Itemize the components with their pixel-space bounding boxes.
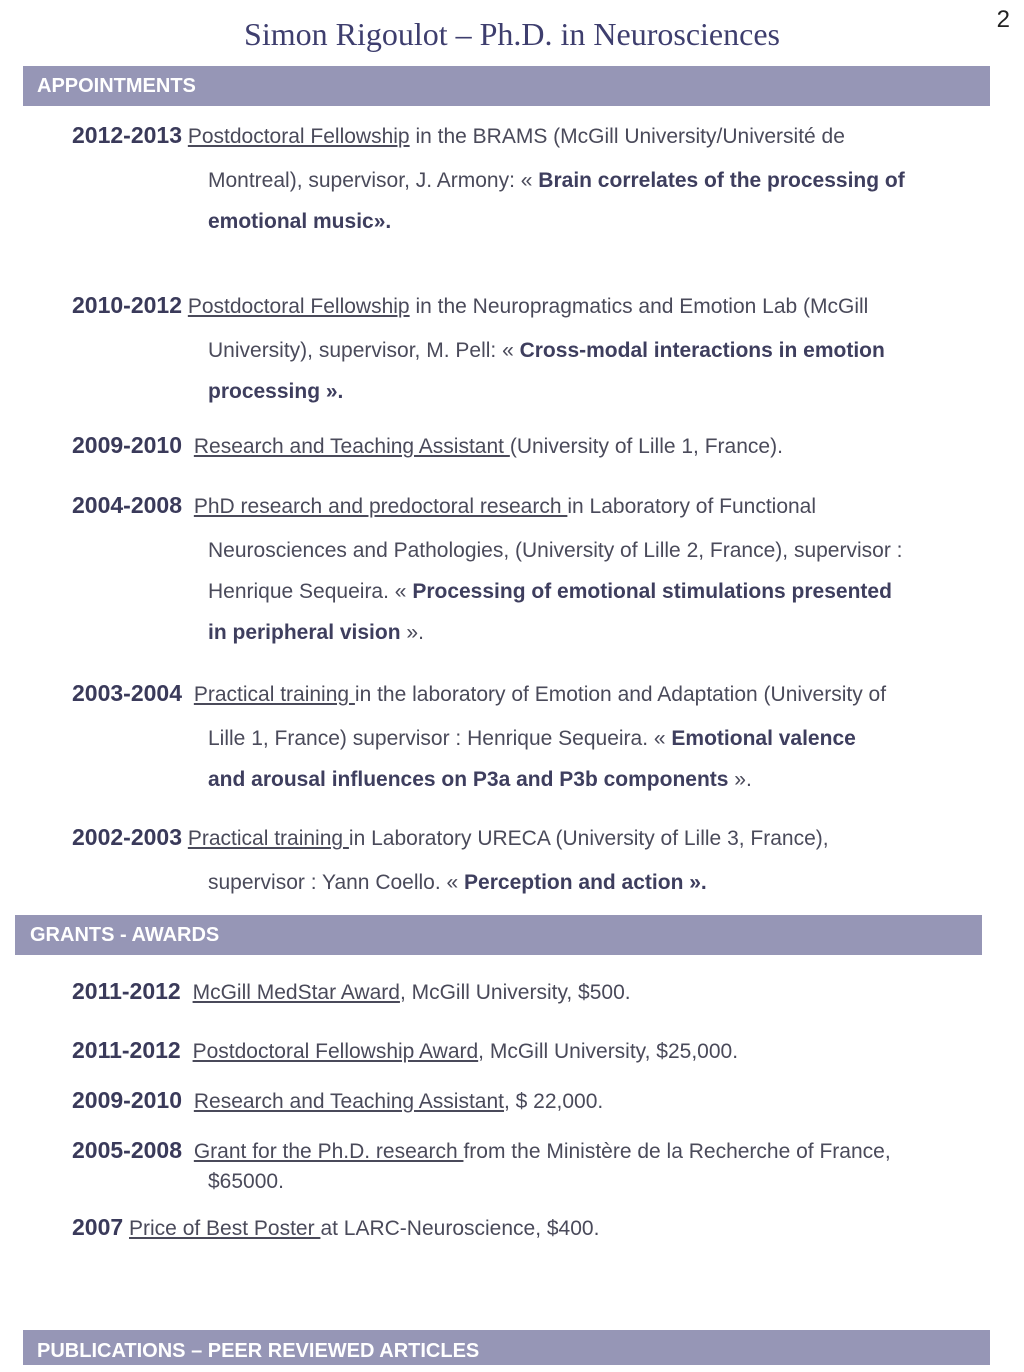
entry-year: 2004-2008	[72, 492, 182, 518]
entry-topic: Brain correlates of the processing of	[538, 169, 905, 192]
entry-title: Practical training	[187, 827, 349, 850]
entry-year: 2011-2012	[72, 978, 181, 1004]
entry-topic: processing ».	[208, 380, 344, 403]
entry-title: Practical training	[193, 683, 355, 706]
entry-text: Neurosciences and Pathologies, (University of Lille 2, France), supervisor :	[208, 539, 903, 562]
section-header-appointments: APPOINTMENTS	[23, 66, 990, 106]
page-number: 2	[996, 6, 1010, 33]
entry-text: ».	[400, 621, 424, 644]
entry-text: ».	[728, 768, 752, 791]
entry-text: University), supervisor, M. Pell: «	[208, 339, 520, 362]
entry-topic: Perception and action ».	[464, 871, 707, 894]
entry-year: 2009-2010	[72, 432, 182, 458]
entry-text: Lille 1, France) supervisor : Henrique Sequeira. «	[208, 727, 672, 750]
entry-year: 2002-2003	[72, 824, 182, 850]
entry-text: , $ 22,000.	[503, 1090, 604, 1113]
entry-text: $65000.	[208, 1170, 284, 1193]
page-title: Simon Rigoulot – Ph.D. in Neurosciences	[244, 16, 780, 52]
entry-topic: Processing of emotional stimulations presented	[412, 580, 892, 603]
entry-text: , McGill University, $500.	[399, 981, 631, 1004]
entry-title: Grant for the Ph.D. research	[193, 1140, 464, 1163]
entry-text: in Laboratory URECA (University of Lille 3, France),	[348, 827, 829, 850]
entry-year: 2011-2012	[72, 1037, 181, 1063]
entry-text: Montreal), supervisor, J. Armony: «	[208, 169, 539, 192]
entry-text: supervisor : Yann Coello. «	[208, 871, 465, 894]
entry-title: Research and Teaching Assistant	[193, 435, 510, 458]
entry-title: McGill MedStar Award	[192, 981, 400, 1004]
entry-topic: emotional music».	[208, 210, 392, 233]
entry-text: at LARC-Neuroscience, $400.	[320, 1217, 600, 1240]
entry-text: , McGill University, $25,000.	[478, 1040, 739, 1063]
entry-title: Research and Teaching Assistant	[193, 1090, 504, 1113]
entry-title: PhD research and predoctoral research	[193, 495, 568, 518]
entry-text: (University of Lille 1, France).	[509, 435, 783, 458]
entry-title: Price of Best Poster	[129, 1217, 321, 1240]
entry-year: 2005-2008	[72, 1137, 182, 1163]
entry-year: 2010-2012	[72, 292, 182, 318]
entry-topic: in peripheral vision	[208, 621, 401, 644]
section-header-grants: GRANTS - AWARDS	[15, 915, 982, 955]
section-header-publications: PUBLICATIONS – PEER REVIEWED ARTICLES	[23, 1330, 990, 1365]
entry-title: Postdoctoral Fellowship	[187, 125, 410, 148]
entry-topic: and arousal influences on P3a and P3b components	[208, 768, 729, 791]
entry-text: in the Neuropragmatics and Emotion Lab (McGill	[409, 295, 869, 318]
entry-year: 2007	[72, 1214, 124, 1240]
entry-title: Postdoctoral Fellowship	[187, 295, 410, 318]
entry-text: from the Ministère de la Recherche of France,	[463, 1140, 891, 1163]
entry-year: 2012-2013	[72, 122, 182, 148]
entry-topic: Cross-modal interactions in emotion	[519, 339, 885, 362]
entry-text: in Laboratory of Functional	[567, 495, 817, 518]
entry-text: in the laboratory of Emotion and Adaptation (University of	[354, 683, 887, 706]
entry-text: in the BRAMS (McGill University/Université de	[409, 125, 845, 148]
entry-year: 2003-2004	[72, 680, 182, 706]
entry-title: Postdoctoral Fellowship Award	[192, 1040, 479, 1063]
entry-text: Henrique Sequeira. «	[208, 580, 413, 603]
entry-topic: Emotional valence	[671, 727, 856, 750]
entry-year: 2009-2010	[72, 1087, 182, 1113]
